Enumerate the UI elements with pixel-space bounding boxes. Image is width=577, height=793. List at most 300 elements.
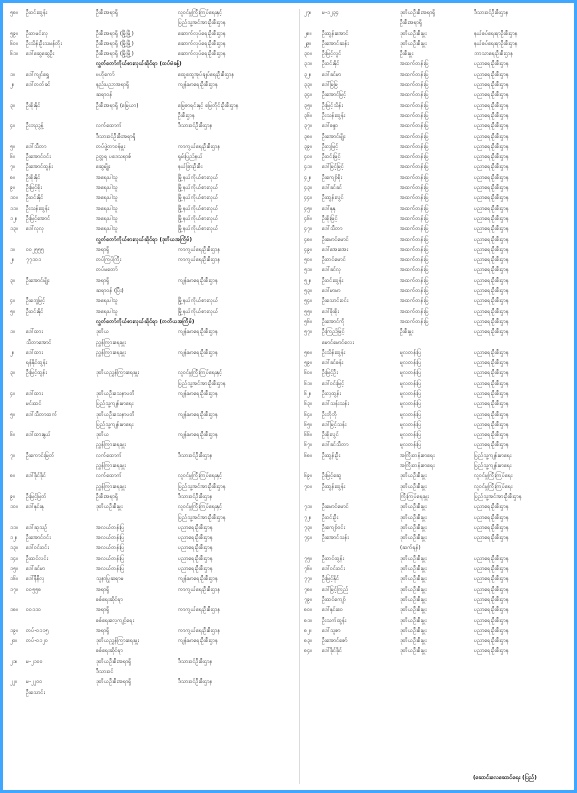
department-name: ပညာရေးဦးစီးဌာန [474, 617, 509, 624]
table-row [10, 543, 297, 553]
table-row [10, 29, 297, 39]
row-number: ၅။ [10, 411, 15, 418]
table-row [10, 265, 297, 275]
position-title: အရေးပါသူ [96, 195, 118, 202]
person-name: ဒေါ်လှလှ [26, 226, 45, 233]
row-number: ၇၅။ [304, 555, 312, 562]
department-name: ပညာရေးဦးစီးဌာန [474, 514, 509, 521]
table-row [304, 121, 572, 131]
position-title: အထက်တန်းပြ [400, 185, 429, 192]
person-name: ဦးလှထွန်း [322, 390, 341, 397]
department-name: ဒီသားဝင်ဦးစီးဌာန [178, 493, 213, 500]
table-row [10, 667, 297, 677]
position-title: မူလတန်းပြ [400, 370, 422, 377]
row-number: ၆၁။ [10, 51, 18, 58]
department-name: ပညာရေးဦးစီးဌာန [474, 586, 509, 593]
row-number: ၆၆။ [304, 432, 312, 439]
person-name: ဦးဘွေမြင့် [26, 298, 46, 305]
table-row [304, 564, 572, 574]
person-name: ဦးအောင်ဆန်း [322, 40, 349, 47]
department-name: ပညာရေးဦးစီးဌာန [474, 195, 509, 202]
position-title: အထက်တန်းပြ [400, 215, 429, 222]
table-row [10, 338, 297, 348]
row-number: ၅။ [10, 143, 15, 150]
person-name: ဒေါ်မြင့်ကြည် [322, 586, 349, 593]
position-title: အရေးပါသူ [96, 215, 118, 222]
section-heading-text: လွှတ်တော်ကိုယ်စားလှယ်ဆိုင်ရာ (ဒုတိယအကြိမ်) [96, 236, 192, 243]
person-name: ရန်နိုင်ထွန်း [26, 360, 48, 367]
table-row [304, 59, 572, 69]
department-name: ပညာရေးဦးစီးဌာန [474, 288, 509, 295]
person-name: ဦးဝင်းမြင့် [322, 154, 341, 161]
department-name: ကာကွယ်ရေးဦးစီးဌာန [178, 257, 221, 264]
table-row [304, 70, 572, 80]
department-name: ဆောက်လုပ်ရေးဦးစီးဌာန [178, 30, 226, 37]
person-name: ဦးသိန်းဦးသမန်တိုး [26, 40, 62, 47]
table-row [304, 471, 572, 481]
department-name: ဒီသားဝင်ဦးစီးဌာန [178, 679, 213, 686]
row-number: ၇၇။ [304, 576, 312, 583]
person-name: ဦးကြည်မြင့် [322, 329, 345, 336]
position-title: မူလတန်းပြ [400, 360, 422, 367]
position-title: မူလတန်းပြ [400, 442, 422, 449]
row-number: ၄၃။ [304, 185, 312, 192]
position-title: အလယ်တန်းပြ [96, 555, 125, 562]
position-title: မူလတန်းပြ [400, 380, 422, 387]
position-title: ဒုတိယဦးစီးမှူး [400, 483, 427, 490]
person-name: ဒေါ်ထား [26, 349, 43, 356]
person-name: ဦးသောင်းဝင်း [322, 298, 349, 305]
table-row [10, 132, 297, 142]
row-number: ၆၈။ [304, 452, 312, 459]
person-name: ဦးမြင့်မြတ် [26, 493, 47, 500]
row-number: ၄၁။ [304, 164, 312, 171]
position-title: အရေးပါသူ [96, 298, 118, 305]
table-row [10, 245, 297, 255]
person-name: ဒေါ်မာမာ [322, 288, 341, 295]
row-number: ၁၂။ [10, 215, 18, 222]
person-name: ဒေါ်ခိုင်ခိုင် [26, 473, 47, 480]
table-row [10, 101, 297, 111]
row-number: ၃၆။ [304, 112, 312, 119]
row-number: ၂၂။ [10, 679, 17, 686]
position-title: ဒုတိယဦးစီးမှူး [400, 576, 427, 583]
table-row [304, 8, 572, 18]
person-name: ဒေါ်နှင်းနု [26, 504, 44, 511]
table-row [304, 358, 572, 368]
row-number: ၅၀။ [304, 257, 312, 264]
table-row [304, 49, 572, 59]
department-name: ပညာရေးဦးစီးဌာန [474, 277, 509, 284]
person-name: တပ်-၀၁၁၅ [26, 627, 49, 634]
department-name: ပညာရေးဦးစီးဌာန [474, 185, 509, 192]
table-row [10, 492, 297, 502]
department-name: ပညာရေးဦးစီးဌာန [474, 298, 509, 305]
department-name: ပညာရေးဦးစီးဌာန [474, 535, 509, 542]
row-number: ၆။ [10, 432, 15, 439]
department-name: ပညာရေးဦးစီးဌာန [474, 143, 509, 150]
person-name: ဦးသက်ထွန်း [322, 617, 347, 624]
position-title: ဆရာဝန် [96, 92, 113, 99]
table-row [10, 224, 297, 234]
department-name: ပညာရေးဦးစီးဌာန [474, 360, 509, 367]
row-number: ၁၀။ [10, 195, 18, 202]
person-name: ၀၀၅၅၈ [26, 586, 42, 593]
row-number: ၆၇။ [304, 442, 312, 449]
table-row [304, 132, 572, 142]
table-row [304, 39, 572, 49]
position-title: ဆွေမျိုး [96, 164, 111, 171]
table-row [10, 39, 297, 49]
row-number: ၁၅။ [10, 566, 18, 573]
row-number: ၁။ [10, 246, 15, 253]
position-title: အထက်တန်းပြ [400, 71, 429, 78]
position-title: အရေးပါသူ [96, 205, 118, 212]
position-title: ဦးစီးအရာရှိ [96, 10, 119, 16]
position-title: ဦးစီးအရာရှိ (မြို့မြို့) [96, 40, 134, 47]
position-title: စစ်ရေးဆိုင်ရာ [96, 596, 123, 603]
table-row [10, 162, 297, 172]
table-row [10, 646, 297, 656]
department-name: ပညာရေးဦးစီးဌာန [474, 555, 509, 562]
row-number: ၇၉။ [304, 596, 312, 603]
table-row [304, 245, 572, 255]
table-row [304, 492, 572, 502]
section-heading [10, 235, 297, 245]
right-rows [304, 8, 572, 657]
section-heading [10, 59, 297, 69]
position-title: အထက်တန်းပြ [400, 164, 429, 171]
row-number: ၁၆။ [10, 576, 18, 583]
person-name: ဦးမောင်မောင် [322, 504, 349, 511]
position-title: ဒုတိယဦးစီးမှူး [400, 648, 427, 655]
position-title: ဒီသားဝင် [96, 669, 114, 675]
department-name: ကာကွယ်ရေးဦးစီးဌာန [178, 143, 221, 150]
table-row [304, 111, 572, 121]
position-title: အလယ်တန်းပြ [96, 566, 125, 573]
department-name: ပညာရေးဦးစီးဌာန [474, 607, 509, 614]
department-name: ပညာရေးဦးစီးဌာန [178, 566, 213, 573]
person-name: မ-၂၁၀၀ [26, 658, 43, 665]
position-title: အထက်တန်းပြ [400, 226, 429, 233]
position-title: ဥတ္တရ ပဒေသရာဇ် [96, 154, 132, 161]
department-name: ပညာရေးဦးစီးဌာန [474, 349, 509, 356]
table-row [10, 677, 297, 687]
row-number: ၅၈။ [10, 10, 18, 16]
person-name: ဦးထွန်းဦး [322, 452, 341, 459]
table-row [10, 204, 297, 214]
table-row [304, 410, 572, 420]
position-title: ဒုတိယဦးစီးမှူး [400, 617, 427, 624]
department-name: ပညာရေးဦးစီးဌာန [178, 545, 213, 552]
department-name: ကာကွယ်ရေးဦးစီးဌာန [178, 586, 221, 593]
department-name: ပညာရေးဦးစီးဌာန [474, 566, 509, 573]
table-row [10, 142, 297, 152]
position-title: အထက်တန်းပြ [400, 277, 429, 284]
row-number: ၄။ [10, 298, 15, 305]
row-number: ၅၆။ [304, 318, 312, 325]
left-rows [10, 8, 297, 698]
person-name: ဦးဝင်းထွန်း [322, 277, 344, 284]
row-number: ၄။ [10, 390, 15, 397]
position-title: ဒုတိယဦးစီးမှူး [400, 566, 427, 573]
table-row [10, 410, 297, 420]
person-name: ဦးမြင့်ဦး [322, 370, 338, 377]
table-row [304, 626, 572, 636]
table-row [304, 595, 572, 605]
position-title: ဒုတိယဦးစီးမှူး [96, 504, 123, 511]
department-name: ပညာရေးဦးစီးဌာန [474, 308, 509, 315]
position-title: ဒုတိယဦးစီးမှူး [400, 586, 427, 593]
department-name: မြို့နယ်ကိုယ်စားလှယ် [178, 174, 219, 181]
row-number: ၇၈။ [304, 586, 312, 593]
table-row [10, 564, 297, 574]
row-number: ၆၉။ [304, 473, 312, 480]
department-name: ကာကွယ်ရေးဦးစီးဌာန [178, 607, 221, 614]
footer-note: (ဆောင်းလေဆောင်ရေး (ပြည်) [473, 775, 537, 781]
department-name: ပညာရေးဦးစီးဌာန [474, 154, 509, 161]
row-number: ၇၂။ [304, 514, 312, 521]
person-name: ဦးသန်းထွန်း [26, 205, 50, 212]
person-name: ဦးအောင်ထွန်း [26, 164, 53, 171]
person-name: ဦးထင်ကျော် [322, 596, 346, 603]
position-title: အထက်တန်းပြ [400, 267, 429, 274]
table-row [304, 523, 572, 533]
position-title: ပြည်သူ့ကျန်းမာရေး [96, 401, 134, 408]
table-row [10, 554, 297, 564]
position-title: ဒုတိယဦးစီးမှူး [400, 596, 427, 603]
person-name: ဒေါ်သူဇာ [322, 627, 341, 634]
table-row [10, 70, 297, 80]
position-title: ပြည်သူ့ကျန်းမာရေး [96, 421, 134, 428]
person-name: ဦးအောင်မျိုး [26, 277, 50, 284]
person-name: ဒေါ်အေးအေး [322, 246, 349, 253]
person-name: တပ်-၀၁၂၀ [26, 638, 49, 645]
position-title: နည်းပညာအရာရှိ [96, 82, 130, 89]
department-name: ပညာရေးဦးစီးဌာန [474, 370, 509, 377]
department-name: ပညာရေးဦးစီးဌာန [474, 596, 509, 603]
section-heading [10, 317, 297, 327]
table-row [10, 276, 297, 286]
position-title: အရာရှိ [96, 277, 110, 284]
table-row [10, 379, 297, 389]
table-row [10, 214, 297, 224]
person-name: ဦးထင်လင်း [26, 555, 48, 562]
person-name: ဒေါ်ခင်မာ [26, 566, 46, 573]
department-name: ဒီသားဝင်ဦးစီးဌာန [178, 123, 213, 130]
position-title: အထက်တန်းပြ [400, 102, 429, 109]
row-number: ၅၉။ [304, 360, 312, 367]
person-name: ဒေါ်သီတာ [26, 143, 47, 150]
person-name: မ-၂၂၀၀ [26, 679, 43, 686]
table-row [10, 585, 297, 595]
table-row [304, 399, 572, 409]
table-row [304, 173, 572, 183]
table-row [10, 111, 297, 121]
position-title: ညွှန်ကြားရေးမှူး [96, 339, 126, 346]
table-row [10, 430, 297, 440]
table-row [10, 451, 297, 461]
position-title: အထက်တန်းပြ [400, 174, 429, 181]
department-name: ကျန်းမာရေးဦးစီးဌာန [178, 576, 218, 583]
department-name: မြို့နယ်ကိုယ်စားလှယ် [178, 205, 219, 212]
table-row [10, 688, 297, 698]
row-number: ၆၁။ [304, 380, 312, 387]
person-name: ဦးကျော်ဝင်း [322, 524, 346, 531]
person-name: ဦးဝင်းနိုင် [26, 195, 44, 202]
department-name: နယ်ခြားဦးစီး [178, 164, 203, 171]
row-number: ၄၇။ [304, 226, 312, 233]
section-heading-text: လွှတ်တော်ကိုယ်စားလှယ်ဆိုင်ရာ (တတိယအကြိမ်) [96, 318, 195, 325]
position-title: ဦးစီးမှူး [400, 51, 414, 58]
person-name: ဦးကျော်စိုး [322, 174, 343, 181]
row-number: ၈။ [10, 174, 15, 181]
department-name: ပညာရေးဦးစီးဌာန [474, 390, 509, 397]
row-number: ၅၉။ [10, 30, 18, 37]
position-title: ဒုတိယညွှန်ကြားရေးမှူး [96, 638, 139, 645]
table-row [304, 204, 572, 214]
row-number: ၆၀။ [10, 40, 18, 47]
position-title: လက်ထောက် [96, 123, 122, 130]
department-name: လူဝင်မှုကြီးကြပ်ရေးနှင့် [178, 504, 223, 511]
position-title: ဦးစီးအရာရှိ [96, 493, 119, 500]
position-title: မူလတန်းပြ [400, 349, 422, 356]
person-name: ဦးမြင့်ထွန်း [26, 370, 47, 377]
department-name: ကျန်းမာရေးဦးစီးဌာန [178, 411, 218, 418]
position-title: ဒုတိယဦးသေနာပတိ [96, 411, 135, 418]
department-name: ပညာရေးဦးစီးဌာန [474, 215, 509, 222]
table-row [304, 616, 572, 626]
position-title: ဒုတိယ [96, 329, 110, 336]
row-number: ၃။ [10, 277, 15, 284]
person-name: ဦးမြင့်သိန်း [322, 102, 343, 109]
department-name: ဆောက်လုပ်ရေးဦးစီးဌာန [178, 51, 226, 58]
department-name: ပညာရေးဦးစီးဌာန [474, 627, 509, 634]
position-title: အထက်တန်းပြ [400, 288, 429, 295]
department-name: ပြည်သူ့အင်အားဦးစီးဌာန [178, 514, 226, 521]
table-row [10, 255, 297, 265]
position-title: ဦးစီးအရာရှိ (မြို့မြို့) [96, 30, 134, 37]
department-name: ပညာရေးဦးစီးဌာန [474, 61, 509, 68]
department-name: ပညာရေးဦးစီးဌာန [474, 133, 509, 140]
person-name: ၀၀၂၅၅၅ [26, 246, 44, 253]
position-title: ဒုတိယဦးစီးမှူး [400, 535, 427, 542]
person-name: ဦးအောင်ဇော် [322, 638, 348, 645]
department-name: ပညာရေးဦးစီးဌာန [474, 82, 509, 89]
row-number: ၄၂။ [304, 174, 312, 181]
position-title: အထက်တန်းပြ [400, 61, 429, 68]
person-name: ဒေါ်ကျင်ရွှေ [26, 71, 50, 78]
person-name: ဒေါ်ဝင်းမြင့် [322, 380, 345, 387]
row-number: ၆၄။ [304, 411, 312, 418]
row-number: ၁၀။ [10, 504, 18, 511]
department-name: ပညာရေးဦးစီးဌာန [178, 524, 213, 531]
table-row [10, 636, 297, 646]
table-row [304, 80, 572, 90]
person-name: ဦးအောင်ကို [322, 318, 345, 325]
table-row [304, 296, 572, 306]
person-name: ဦးသန်းထွန်း [322, 112, 346, 119]
position-title: ဒုတိယညွှန်ကြားရေးမှူး [96, 370, 139, 377]
department-name: မြို့နယ်ကိုယ်စားလှယ် [178, 308, 219, 315]
position-title: ဦးစီးအရာရှိ (မြို့မြို့) [96, 51, 134, 58]
row-number: ၆၅။ [304, 421, 312, 428]
position-title: အထက်တန်းပြ [400, 257, 429, 264]
table-row [304, 214, 572, 224]
row-number: ၅၁။ [304, 267, 312, 274]
row-number: ၃၂။ [304, 71, 312, 78]
position-title: အထက်တန်းပြ [400, 123, 429, 130]
person-name: ဒေါ်သန်းသန်း [322, 401, 349, 408]
person-name: ဒေါ်စိုးစိုး [322, 308, 339, 315]
table-row [10, 513, 297, 523]
department-name: ပညာရေးဦးစီးဌာန [474, 174, 509, 181]
department-name: ကာကွယ်ရေးဦးစီးဌာန [178, 627, 221, 634]
table-row [304, 183, 572, 193]
person-name: ဦးဝင်းနိုင် [26, 308, 44, 315]
table-row [304, 379, 572, 389]
table-row [304, 162, 572, 172]
position-title: ဦးစီးအရာရှိ (မြေယာ) [96, 102, 139, 109]
table-row [304, 389, 572, 399]
row-number: ၄၄။ [304, 195, 312, 202]
person-name: ဒေါ်ဝင်းဝင်း [26, 545, 49, 552]
row-number: ၈၃။ [304, 638, 312, 645]
table-row [10, 327, 297, 337]
position-title: အထက်တန်းပြ [400, 205, 429, 212]
department-name: မြို့နယ်ကိုယ်စားလှယ် [178, 185, 219, 192]
table-row [10, 307, 297, 317]
department-name: ပညာရေးဦးစီးဌာန [474, 92, 509, 99]
position-title: လက်ထောက် [96, 452, 122, 459]
table-row [10, 90, 297, 100]
position-title: အထက်တန်းပြ [400, 133, 429, 140]
row-number: ၃၀။ [304, 51, 312, 58]
row-number: ၄။ [10, 123, 15, 130]
person-name: ဒေါ်မြင့်သန်း [322, 421, 347, 428]
row-number: ၉။ [10, 493, 15, 500]
table-row [304, 193, 572, 203]
department-name: ကျန်းမာရေးဦးစီးဌာန [178, 277, 218, 284]
position-title: ဒုတိယဦးစီးမှူး [400, 627, 427, 634]
position-title: အထက်တန်းပြ [400, 236, 429, 243]
position-title: ဒုတိယဦးစီးမှူး [400, 30, 427, 37]
row-number: ၇၁။ [304, 504, 312, 511]
department-name: ဦးစီးဌာန [178, 112, 195, 119]
department-name: ပညာရေးဦးစီးဌာန [178, 535, 213, 542]
department-name: ပြည်သူ့ကျန်းမာရေး [474, 463, 512, 470]
department-name: ပြည်သူ့အင်အားဦးစီးဌာန [178, 20, 226, 27]
position-title: လက်ထောက် [96, 473, 122, 480]
row-number: ၈။ [10, 473, 15, 480]
table-row [304, 461, 572, 471]
position-title: အထက်တန်းပြ [400, 246, 429, 253]
row-number: ၁။ [10, 329, 15, 336]
row-number: ၄၅။ [304, 205, 312, 212]
department-name: မြေစာရင်းနှင့် မြေတိုင်းဦးစီးဌာန [178, 102, 239, 109]
position-title: ဗဟိုကော် [96, 71, 115, 78]
position-title: ဒုတိယဦးစီးမှူး [400, 504, 427, 511]
row-number: ၂။ [10, 257, 15, 264]
row-number: ၂၁။ [10, 658, 18, 665]
department-name: မြို့နယ်ကိုယ်စားလှယ် [178, 195, 219, 202]
table-row [10, 461, 297, 471]
row-number: ၅၅။ [304, 308, 312, 315]
person-name: မ-၁၂၃၄ [322, 10, 339, 16]
department-name: ကျန်းမာရေးဦးစီးဌာန [178, 390, 218, 397]
department-name: ပညာရေးဦးစီးဌာန [474, 576, 509, 583]
row-number: ၅၄။ [304, 298, 312, 305]
